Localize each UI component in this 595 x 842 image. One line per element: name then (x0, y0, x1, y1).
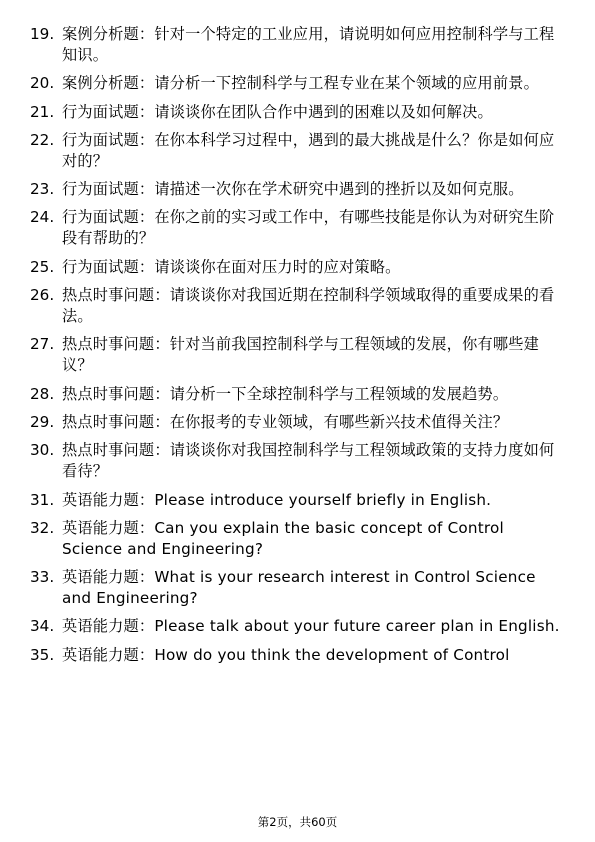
question-number: 32. (30, 518, 55, 537)
question-text: 英语能力题：Can you explain the basic concept of Control Science and Engineering? (62, 518, 504, 558)
question-item (30, 645, 560, 666)
question-item (30, 285, 560, 327)
question-item (30, 334, 560, 376)
question-number: 28. (30, 384, 55, 403)
question-item (30, 518, 560, 560)
question-number: 23. (30, 180, 55, 199)
question-item (30, 73, 560, 94)
question-item (30, 616, 560, 637)
question-number: 26. (30, 286, 55, 305)
question-text: 热点时事问题：针对当前我国控制科学与工程领域的发展，你有哪些建议？ (62, 335, 540, 375)
question-number: 20. (30, 74, 55, 93)
question-item (30, 412, 560, 433)
question-text: 行为面试题：请谈谈你在面对压力时的应对策略。 (62, 257, 401, 276)
question-item (30, 130, 560, 172)
question-text: 英语能力题：How do you think the development of Control (62, 645, 510, 664)
question-text: 热点时事问题：请分析一下全球控制科学与工程领域的发展趋势。 (62, 384, 509, 403)
question-number: 34. (30, 617, 55, 636)
question-item (30, 102, 560, 123)
question-number: 33. (30, 568, 55, 587)
question-text: 热点时事问题：请谈谈你对我国近期在控制科学领域取得的重要成果的看法。 (62, 286, 555, 326)
page-footer: 第2页，共60页 (257, 815, 338, 829)
question-text: 热点时事问题：在你报考的专业领域，有哪些新兴技术值得关注？ (62, 412, 509, 431)
question-number: 25. (30, 257, 55, 276)
question-item (30, 257, 560, 278)
question-text: 热点时事问题：请谈谈你对我国控制科学与工程领域政策的支持力度如何看待？ (62, 441, 555, 481)
question-item (30, 490, 560, 511)
question-list (30, 24, 560, 673)
question-text: 行为面试题：请谈谈你在团队合作中遇到的困难以及如何解决。 (62, 102, 493, 121)
question-text: 行为面试题：在你之前的实习或工作中，有哪些技能是你认为对研究生阶段有帮助的？ (62, 208, 555, 248)
question-text: 英语能力题：Please talk about your future career plan in English. (62, 617, 560, 636)
question-text: 英语能力题：Please introduce yourself briefly in English. (62, 490, 492, 509)
question-number: 24. (30, 208, 55, 227)
question-text: 案例分析题：针对一个特定的工业应用，请说明如何应用控制科学与工程知识。 (62, 25, 555, 64)
question-number: 35. (30, 645, 55, 664)
question-text: 英语能力题：What is your research interest in Control Science and Engineering? (62, 568, 536, 608)
question-number: 27. (30, 335, 55, 354)
question-number: 30. (30, 441, 55, 460)
question-number: 22. (30, 130, 55, 149)
question-number: 21. (30, 102, 55, 121)
question-text: 案例分析题：请分析一下控制科学与工程专业在某个领域的应用前景。 (62, 74, 540, 93)
question-item (30, 179, 560, 200)
question-text: 行为面试题：在你本科学习过程中，遇到的最大挑战是什么？你是如何应对的？ (62, 130, 555, 170)
question-number: 19. (30, 25, 55, 43)
question-number: 31. (30, 490, 55, 509)
question-item (30, 207, 560, 249)
question-item (30, 24, 560, 66)
question-item (30, 384, 560, 405)
question-number: 29. (30, 412, 55, 431)
question-item (30, 567, 560, 609)
question-text: 行为面试题：请描述一次你在学术研究中遇到的挫折以及如何克服。 (62, 180, 524, 199)
question-item (30, 440, 560, 482)
